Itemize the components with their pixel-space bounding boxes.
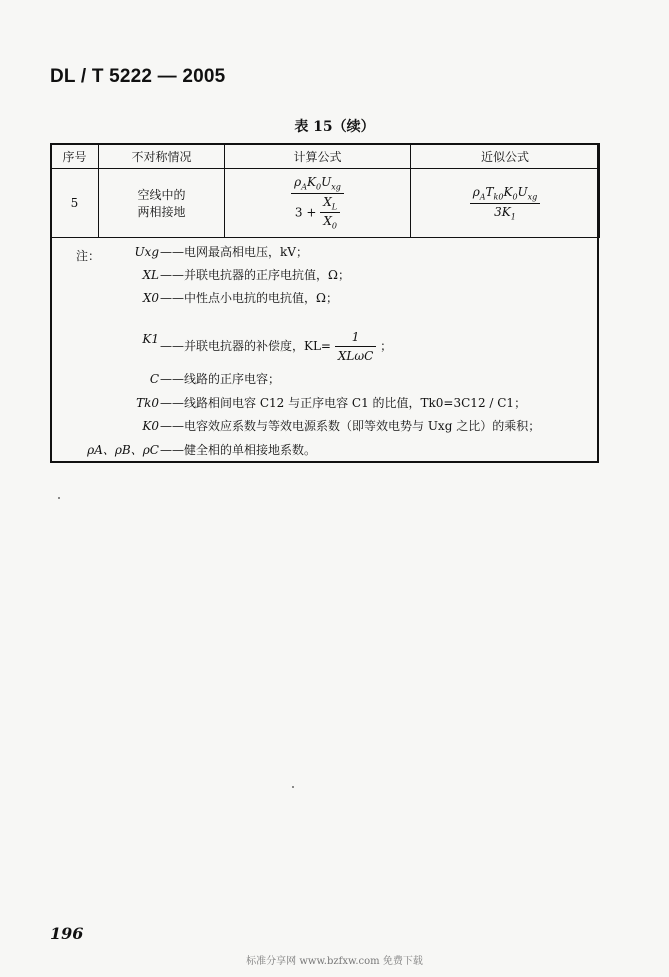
note-item — [50, 393, 599, 413]
scan-speck — [58, 497, 60, 499]
note-description: ——中性点小电抗的电抗值，Ω； — [160, 291, 338, 305]
compensation-fraction: $\frac{1}{\text{XLωC}}$ — [335, 329, 376, 364]
document-code: DL / T 5222 — 2005 — [50, 66, 226, 87]
note-symbol: Uxg — [134, 245, 159, 259]
notes-label: 注： — [76, 249, 101, 263]
note-item — [50, 242, 599, 262]
note-symbol: Tk0 — [136, 396, 159, 410]
column-header-formula: 计算公式 — [225, 144, 411, 169]
note-description: ——线路相间电容 C12 与正序电容 C1 的比值，Tk0=3C12 / C1； — [160, 396, 527, 410]
note-item — [50, 265, 599, 285]
formula-denominator: 3 + $\frac{X_L}{X_0}$ — [291, 194, 344, 231]
note-item — [50, 440, 599, 460]
note-description: ——健全相的单相接地系数。 — [160, 443, 317, 457]
note-description: ——并联电抗器的正序电抗值，Ω； — [160, 268, 350, 282]
note-symbol: ρA、ρB、ρC — [87, 443, 159, 457]
note-description: ——电网最高相电压，kV； — [160, 245, 308, 259]
note-description: ——并联电抗器的补偿度，KL= $\frac{1}{\text{XLωC}}$ ； — [160, 330, 393, 363]
column-header-case: 不对称情况 — [99, 144, 225, 169]
approx-denominator: $3K_1$ — [494, 204, 516, 221]
note-symbol: K1 — [142, 332, 159, 346]
note-symbol: XL — [142, 268, 159, 282]
note-item — [50, 329, 599, 363]
note-description: ——线路的正序电容； — [160, 372, 281, 386]
page-number: 196 — [50, 924, 84, 943]
column-header-approx: 近似公式 — [411, 144, 600, 169]
column-header-index: 序号 — [51, 144, 99, 169]
note-description: ——电容效应系数与等效电源系数（即等效电势与 Uxg 之比）的乘积； — [160, 419, 541, 433]
watermark: 标准分享网 www.bzfxw.com 免费下载 — [246, 956, 423, 967]
case-line-1: 空线中的 — [137, 188, 186, 202]
formula-numerator: $\rho_AK_0U_{xg}$ — [291, 175, 344, 193]
formula-inner-fraction: $\frac{X_L}{X_0}$ — [320, 195, 340, 231]
note-symbol: K0 — [142, 419, 159, 433]
case-line-2: 两相接地 — [137, 205, 186, 219]
note-item — [50, 288, 599, 308]
scan-speck — [292, 786, 294, 788]
row-index: 5 — [51, 169, 99, 238]
note-item — [50, 369, 599, 389]
table-caption: 表 15（续） — [294, 119, 375, 135]
note-symbol: C — [149, 372, 159, 386]
approx-numerator: $\rho_AT_{k0}K_0U_{xg}$ — [470, 185, 541, 203]
note-symbol: X0 — [142, 291, 159, 305]
note-item — [50, 416, 599, 436]
